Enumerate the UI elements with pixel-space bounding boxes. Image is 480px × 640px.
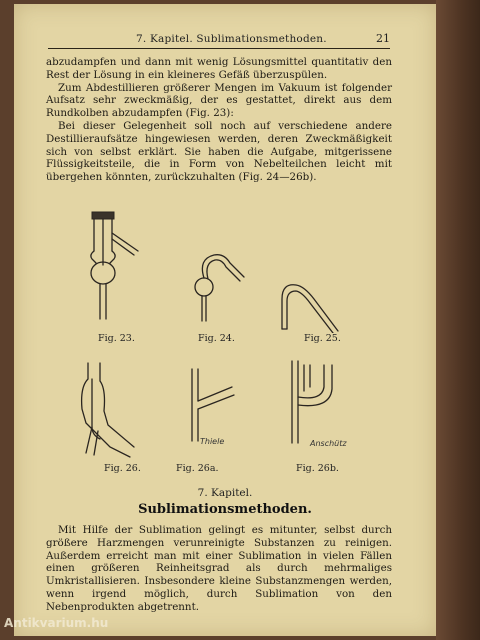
- figure-area: [46, 199, 392, 479]
- fig-26-label: Fig. 26.: [104, 463, 141, 474]
- fig-24-label: Fig. 24.: [198, 333, 235, 344]
- watermark-logo: Antikvarium.hu: [4, 616, 109, 630]
- fig-23-apparatus: [72, 205, 152, 323]
- fig-25-label: Fig. 25.: [304, 333, 341, 344]
- book-page: [14, 4, 436, 636]
- fig-26b-inscription: Anschütz: [310, 439, 347, 448]
- fig-26a-inscription: Thiele: [200, 437, 225, 446]
- fig-26a-label: Fig. 26a.: [176, 463, 219, 474]
- top-text-block: [46, 56, 392, 184]
- fig-26b-apparatus: [282, 357, 362, 447]
- fig-24-apparatus: [184, 247, 264, 325]
- paragraph: Bei dieser Gelegenheit soll noch auf verschiedene andere Destillieraufsätze hingewiesen werden, deren Zweckmäßigkeit sich von selbst erklärt. Sie haben die Aufgabe, mitgerissene Flüssigkeitsteile, die in Form von Nebelteilchen leicht mit übergehen könnten, zurückzuhalten (Fig. 24—26b).: [46, 119, 392, 184]
- running-header: [48, 30, 390, 49]
- page-number: 21: [376, 32, 390, 45]
- fig-26a-apparatus: [172, 365, 252, 445]
- paragraph: abzudampfen und dann mit wenig Lösungsmittel quantitativ den Rest der Lösung in ein kleineres Gefäß überzuspülen.: [46, 56, 392, 81]
- paragraph: Mit Hilfe der Sublimation gelingt es mitunter, selbst durch größere Harzmengen verunreinigte Substanzen zu reinigen. Außerdem erreicht man mit einer Sublimation in vielen Fällen einen größeren Reinheitsgrad als durch mehrmaliges Umkristallisieren. Insbesondere kleine Substanzmengen werden, wenn irgend möglich, durch Sublimation von den Nebenprodukten abgetrennt.: [46, 524, 392, 613]
- chapter-label: 7. Kapitel.: [197, 487, 253, 499]
- fig-26b-label: Fig. 26b.: [296, 463, 339, 474]
- bottom-text-block: [46, 524, 392, 614]
- fig-25-apparatus: [270, 277, 350, 333]
- book-spine: [436, 0, 480, 640]
- fig-23-label: Fig. 23.: [98, 333, 135, 344]
- running-title: 7. Kapitel. Sublimationsmethoden.: [136, 33, 327, 45]
- paragraph: Zum Abdestillieren größerer Mengen im Vakuum ist folgender Aufsatz sehr zweckmäßig, der es gestattet, direkt aus dem Rundkolben abzudampfen (Fig. 23):: [46, 81, 392, 120]
- fig-26-apparatus: [64, 359, 144, 459]
- chapter-title: Sublimationsmethoden.: [138, 502, 312, 517]
